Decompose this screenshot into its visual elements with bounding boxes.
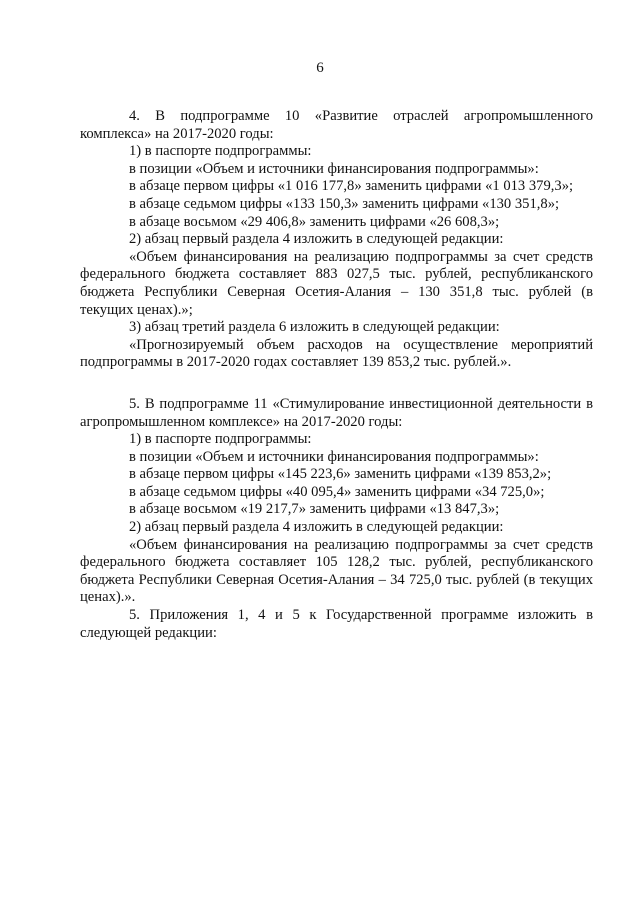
section-4-paragraph-eighth: в абзаце восьмом «29 406,8» заменить цифрами «26 608,3»; [129, 213, 500, 230]
section-5-paragraph-seventh: в абзаце седьмом цифры «40 095,4» заменить цифрами «34 725,0»; [129, 483, 545, 500]
section-5-intro: 5. В подпрограмме 11 «Стимулирование инвестиционной деятельности в агропромышленном комплексе» на 2017-2020 годы: [80, 395, 593, 430]
section-4-quote-2: «Прогнозируемый объем расходов на осуществление мероприятий подпрограммы в 2017-2020 годах составляет 139 853,2 тыс. рублей.». [80, 336, 593, 371]
section-5-paragraph-first: в абзаце первом цифры «145 223,6» заменить цифрами «139 853,2»; [129, 466, 552, 483]
section-5-item-1: 1) в паспорте подпрограммы: [129, 431, 312, 448]
section-4-quote-1: «Объем финансирования на реализацию подпрограммы за счет средств федерального бюджета составляет 883 027,5 тыс. рублей, республиканского бюджета Республики Северная Осетия-Алания – 130 351,8 тыс. рублей (в текущих ценах).»; [80, 248, 593, 318]
section-4-paragraph-seventh: в абзаце седьмом цифры «133 150,3» заменить цифрами «130 351,8»; [129, 195, 560, 212]
page-number: 6 [316, 60, 324, 76]
section-4-item-2: 2) абзац первый раздела 4 изложить в следующей редакции: [129, 231, 504, 248]
section-4-paragraph-first: в абзаце первом цифры «1 016 177,8» заменить цифрами «1 013 379,3»; [129, 178, 574, 195]
section-5-position: в позиции «Объем и источники финансирования подпрограммы»: [129, 448, 539, 465]
section-4-item-1: 1) в паспорте подпрограммы: [129, 143, 312, 160]
section-5-item-2: 2) абзац первый раздела 4 изложить в следующей редакции: [129, 519, 504, 536]
section-4-item-3: 3) абзац третий раздела 6 изложить в следующей редакции: [129, 319, 500, 336]
appendix-paragraph: 5. Приложения 1, 4 и 5 к Государственной программе изложить в следующей редакции: [80, 607, 593, 641]
document-body [80, 108, 593, 642]
section-4-intro: 4. В подпрограмме 10 «Развитие отраслей агропромышленного комплекса» на 2017-2020 годы: [80, 108, 593, 142]
section-5-paragraph-eighth: в абзаце восьмом «19 217,7» заменить цифрами «13 847,3»; [129, 501, 500, 518]
section-4-position: в позиции «Объем и источники финансирования подпрограммы»: [129, 160, 539, 177]
section-5-quote-1: «Объем финансирования на реализацию подпрограммы за счет средств федерального бюджета составляет 105 128,2 тыс. рублей, республиканского бюджета Республики Северная Осетия-Алания – 34 725,0 тыс. рублей (в текущих ценах).». [80, 536, 593, 606]
